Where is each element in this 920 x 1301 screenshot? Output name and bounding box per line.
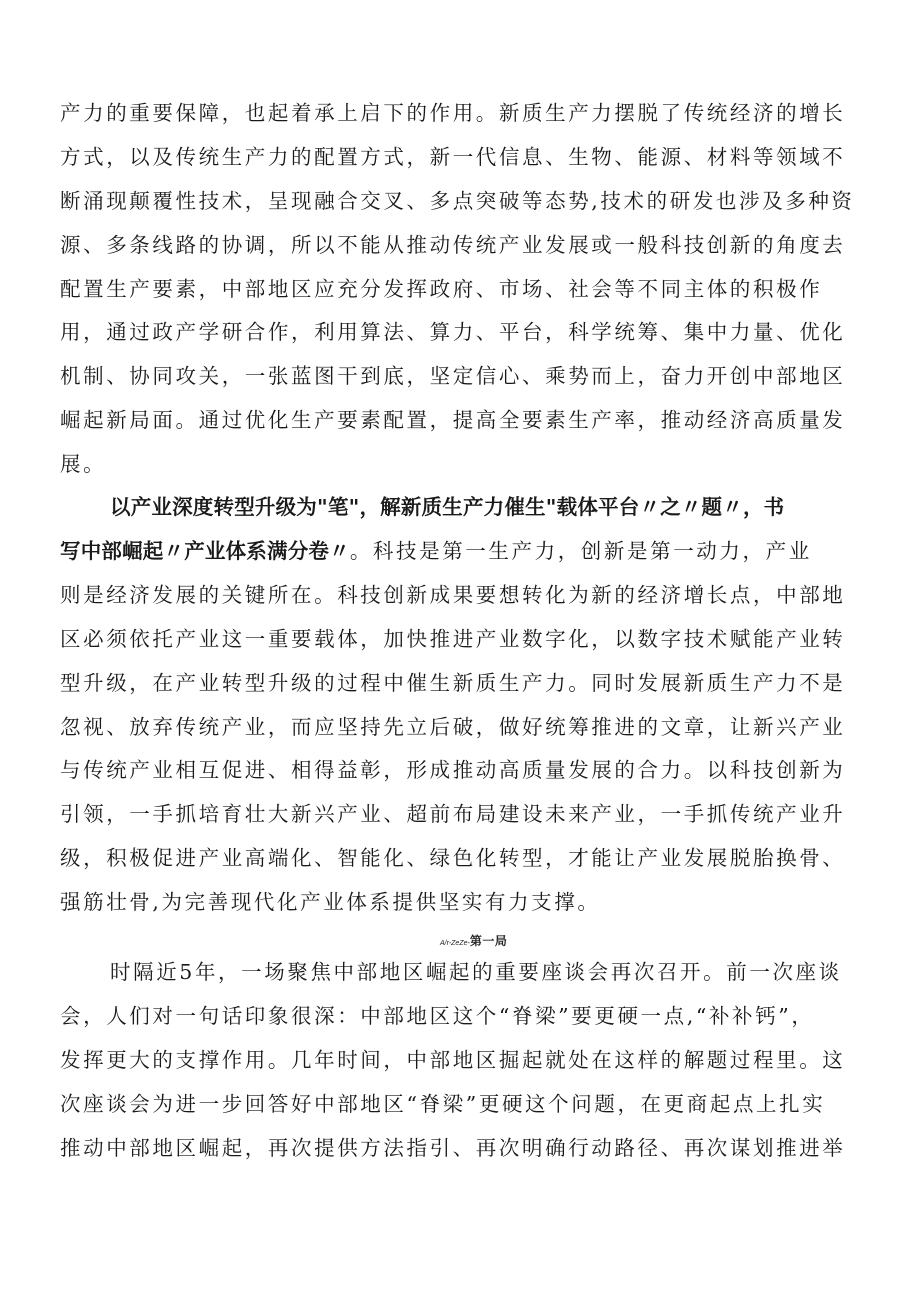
- paragraph-2-heading: 以产业深度转型升级为"笔"，解新质生产力催生"载体平台〃之〃题〃，书: [110, 495, 785, 519]
- paragraph-2-line-rest: 。科技是第一生产力，创新是第一动力，产业: [349, 539, 812, 563]
- divider-small-text: A/r-ZeZe-: [440, 940, 470, 947]
- section-divider: [440, 932, 507, 950]
- paragraph-3-line: 推动中部地区崛起，再次提供方法指引、再次明确行动路径、再次谋划推进举: [60, 1136, 846, 1160]
- paragraph-2-line: [60, 541, 812, 562]
- paragraph-2-line: 区必须依托产业这一重要载体，加快推进产业数字化，以数字技术赋能产业转: [60, 627, 846, 651]
- divider-title: 第一局: [469, 934, 508, 948]
- paragraph-1-line: 崛起新局面。通过优化生产要素配置，提高全要素生产率，推动经济高质量发: [60, 408, 846, 432]
- paragraph-1-line: 配置生产要素，中部地区应充分发挥政府、市场、社会等不同主体的积极作: [60, 277, 823, 301]
- paragraph-2-line: 引领，一手抓培育壮大新兴产业、超前布局建设未来产业，一手抓传统产业升: [60, 802, 846, 826]
- paragraph-1-line: 用，通过政产学研合作，利用算法、算力、平台，科学统筹、集中力量、优化: [60, 320, 846, 344]
- paragraph-1-line: 断涌现颠覆性技术，呈现融合交叉、多点突破等态势,技术的研发也涉及多种资: [60, 189, 855, 213]
- paragraph-1-line: 方式，以及传统生产力的配置方式，新一代信息、生物、能源、材料等领域不: [60, 145, 846, 169]
- paragraph-3-line: 时隔近5年，一场聚焦中部地区崛起的重要座谈会再次召开。前一次座谈: [110, 960, 842, 984]
- paragraph-1-line: 机制、协同攻关，一张蓝图干到底，坚定信心、乘势而上，奋力开创中部地区: [60, 364, 846, 388]
- paragraph-3-line: 次座谈会为进一步回答好中部地区“脊梁”更硬这个问题，在更商起点上扎实: [60, 1092, 826, 1116]
- paragraph-2-line: 强筋壮骨,为完善现代化产业体系提供坚实有力支撑。: [60, 890, 601, 914]
- paragraph-2-line: 型升级，在产业转型升级的过程中催生新质生产力。同时发展新质生产力不是: [60, 671, 846, 695]
- paragraph-2-line: 忽视、放弃传统产业，而应坚持先立后破，做好统筹推进的文章，让新兴产业: [60, 715, 846, 739]
- paragraph-1-line: 源、多条线路的协调，所以不能从推动传统产业发展或一般科技创新的角度去: [60, 233, 846, 257]
- paragraph-2-line: 与传统产业相互促进、相得益彰，形成推动高质量发展的合力。以科技创新为: [60, 758, 846, 782]
- paragraph-3-line: 会，人们对一句话印象很深：中部地区这个“脊梁”要更硬一点,“补补钙”，: [60, 1004, 815, 1028]
- paragraph-2-line: 级，积极促进产业高端化、智能化、绿色化转型，才能让产业发展脱胎换骨、: [60, 846, 846, 870]
- paragraph-3-line: 发挥更大的支撑作用。几年时间，中部地区掘起就处在这样的解题过程里。这: [60, 1048, 846, 1072]
- paragraph-2-line: 则是经济发展的关键所在。科技创新成果要想转化为新的经济增长点，中部地: [60, 583, 846, 607]
- paragraph-1-line: 展。: [60, 452, 107, 476]
- paragraph-2-heading-continued: 写中部崛起〃产业体系满分卷〃: [60, 539, 350, 563]
- paragraph-1-line: 产力的重要保障，也起着承上启下的作用。新质生产力摆脱了传统经济的增长: [60, 101, 846, 125]
